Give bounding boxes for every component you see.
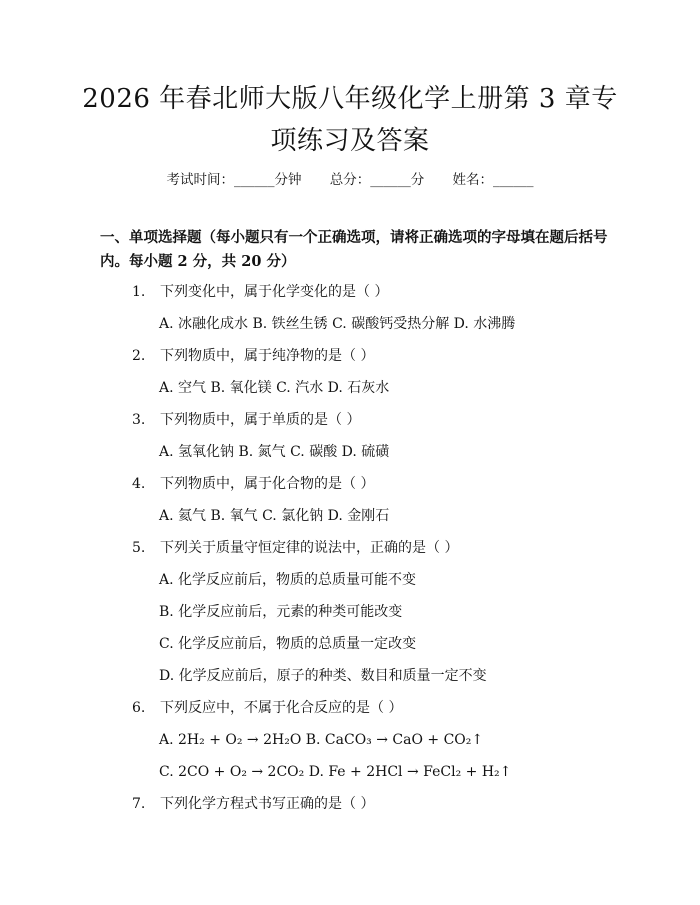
section-heading: 一、单项选择题（每小题只有一个正确选项，请将正确选项的字母填在题后括号内。每小题 2 分，共 20 分）: [100, 229, 608, 270]
title-line-1: 2026 年春北师大版八年级化学上册第 3 章专: [82, 84, 618, 114]
total-score: 总分：______分: [329, 172, 425, 188]
question-number: 4.: [132, 476, 146, 492]
question-5: [132, 538, 458, 558]
question-6-options-ab: A. 2H₂ + O₂ → 2H₂O B. CaCO₃ → CaO + CO₂↑: [159, 732, 484, 748]
question-7: [132, 794, 374, 814]
question-5-option-b: B. 化学反应前后，元素的种类可能改变: [159, 604, 403, 620]
question-number: 5.: [132, 540, 146, 556]
question-number: 2.: [132, 348, 146, 364]
question-text: 下列物质中，属于单质的是（ ）: [160, 412, 361, 428]
title-line-2: 项练习及答案: [270, 126, 430, 156]
question-text: 下列变化中，属于化学变化的是（ ）: [160, 284, 389, 300]
student-name: 姓名：______: [452, 172, 534, 188]
question-text: 下列反应中，不属于化合反应的是（ ）: [160, 700, 403, 716]
document-title: [60, 78, 640, 162]
question-number: 7.: [132, 796, 146, 812]
question-text: 下列物质中，属于纯净物的是（ ）: [160, 348, 375, 364]
exam-time: 考试时间：______分钟: [166, 172, 302, 188]
question-5-option-a: A. 化学反应前后，物质的总质量可能不变: [159, 572, 417, 588]
question-6-options-cd: C. 2CO + O₂ → 2CO₂ D. Fe + 2HCl → FeCl₂ + H₂↑: [159, 764, 512, 780]
question-number: 3.: [132, 412, 146, 428]
question-3-options: A. 氢氧化钠 B. 氮气 C. 碳酸 D. 硫磺: [159, 444, 390, 460]
question-3: [132, 410, 360, 430]
question-6: [132, 698, 402, 718]
question-1-options: A. 冰融化成水 B. 铁丝生锈 C. 碳酸钙受热分解 D. 水沸腾: [159, 316, 516, 332]
question-text: 下列物质中，属于化合物的是（ ）: [160, 476, 375, 492]
exam-meta: [0, 168, 700, 188]
question-5-option-c: C. 化学反应前后，物质的总质量一定改变: [159, 636, 417, 652]
question-2: [132, 346, 374, 366]
question-text: 下列关于质量守恒定律的说法中，正确的是（ ）: [160, 540, 459, 556]
question-1: [132, 282, 388, 302]
question-number: 1.: [132, 284, 146, 300]
question-text: 下列化学方程式书写正确的是（ ）: [160, 796, 375, 812]
question-2-options: A. 空气 B. 氧化镁 C. 汽水 D. 石灰水: [159, 380, 390, 396]
question-4: [132, 474, 374, 494]
question-4-options: A. 氦气 B. 氧气 C. 氯化钠 D. 金刚石: [159, 508, 390, 524]
question-5-option-d: D. 化学反应前后，原子的种类、数目和质量一定不变: [159, 668, 487, 684]
question-number: 6.: [132, 700, 146, 716]
